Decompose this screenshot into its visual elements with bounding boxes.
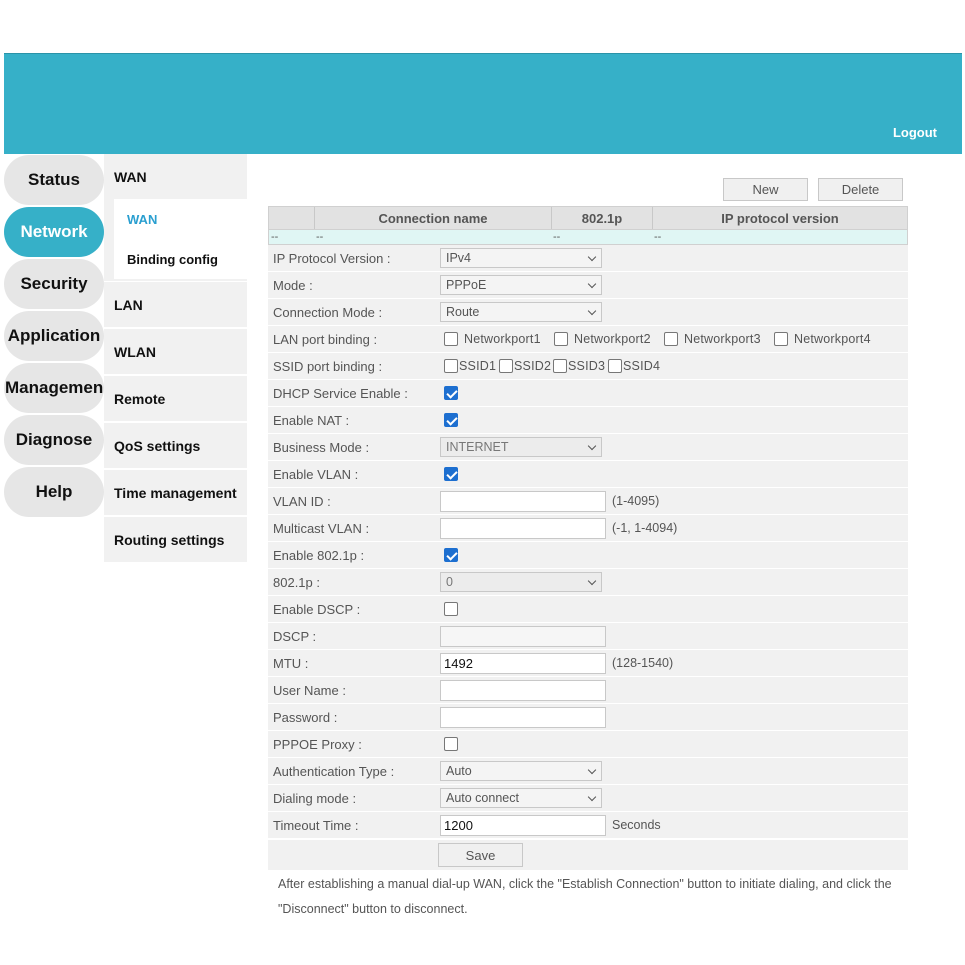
chevron-down-icon — [588, 442, 596, 450]
form-row-enable-8021p — [268, 542, 908, 569]
select-value: Auto — [446, 764, 472, 778]
column-header-ip-protocol-version: IP protocol version — [652, 207, 907, 229]
vlan-id-label: VLAN ID : — [273, 493, 331, 509]
select-value: INTERNET — [446, 440, 509, 454]
user-name-input[interactable] — [440, 680, 606, 701]
networkport4-label: Networkport4 — [794, 332, 871, 346]
header-banner — [4, 53, 962, 154]
connection-table-header — [268, 206, 908, 230]
ssid3-label: SSID3 — [568, 359, 606, 373]
dhcp-service-enable-label: DHCP Service Enable : — [273, 385, 408, 401]
table-row[interactable] — [268, 230, 908, 245]
8021p-label: 802.1p : — [273, 574, 320, 590]
dscp-input[interactable] — [440, 626, 606, 647]
form-row-authentication-type — [268, 758, 908, 785]
select-value: 0 — [446, 575, 453, 589]
save-button[interactable]: Save — [438, 843, 523, 867]
main-nav-management[interactable]: Managemen — [4, 363, 104, 413]
form-row-pppoe-proxy — [268, 731, 908, 758]
enable-8021p-label: Enable 802.1p : — [273, 547, 365, 563]
sub-nav-wlan[interactable]: WLAN — [104, 329, 247, 374]
form-row-enable-dscp — [268, 596, 908, 623]
enable-8021p-checkbox[interactable] — [444, 548, 458, 562]
form-row-8021p — [268, 569, 908, 596]
chevron-down-icon — [588, 793, 596, 801]
dscp-label: DSCP : — [273, 628, 317, 644]
main-nav-status[interactable]: Status — [4, 155, 104, 205]
form-row-multicast-vlan — [268, 515, 908, 542]
sub-nav-qos-settings[interactable]: QoS settings — [104, 423, 247, 468]
8021p-select[interactable] — [440, 572, 602, 592]
chevron-down-icon — [588, 253, 596, 261]
main-nav-network[interactable]: Network — [4, 207, 104, 257]
connection-mode-select[interactable] — [440, 302, 602, 322]
connection-mode-label: Connection Mode : — [273, 304, 383, 320]
vlan-id-input[interactable] — [440, 491, 606, 512]
pppoe-proxy-label: PPPOE Proxy : — [273, 736, 362, 752]
enable-nat-label: Enable NAT : — [273, 412, 350, 428]
ssid2-label: SSID2 — [514, 359, 552, 373]
form-row-business-mode — [268, 434, 908, 461]
dialup-note: After establishing a manual dial-up WAN, click the "Establish Connection" button to initiate dialing, and click the "Disconnect" button to disconnect. — [278, 877, 892, 916]
form-row-timeout-time — [268, 812, 908, 839]
chevron-down-icon — [588, 280, 596, 288]
main-nav-application[interactable]: Application — [4, 311, 104, 361]
mode-select[interactable] — [440, 275, 602, 295]
authentication-type-label: Authentication Type : — [273, 763, 395, 779]
enable-dscp-label: Enable DSCP : — [273, 601, 361, 617]
multicast-vlan-label: Multicast VLAN : — [273, 520, 370, 536]
sub-nav-wan[interactable]: WAN — [104, 154, 247, 199]
logout-link[interactable]: Logout — [892, 125, 937, 140]
form-row-dscp — [268, 623, 908, 650]
sub-nav-routing-settings[interactable]: Routing settings — [104, 517, 247, 562]
password-label: Password : — [273, 709, 338, 725]
select-value: PPPoE — [446, 278, 487, 292]
password-input[interactable] — [440, 707, 606, 728]
chevron-down-icon — [588, 307, 596, 315]
dialing-mode-label: Dialing mode : — [273, 790, 357, 806]
networkport1-label: Networkport1 — [464, 332, 541, 346]
ssid2-checkbox[interactable] — [499, 359, 513, 373]
multicast-vlan-hint: (-1, 1-4094) — [612, 521, 678, 535]
networkport1-checkbox[interactable] — [444, 332, 458, 346]
table-cell: -- — [553, 231, 561, 243]
chevron-down-icon — [588, 577, 596, 585]
column-header-connection-name: Connection name — [314, 207, 551, 229]
form-row-lan-port-binding — [268, 326, 908, 353]
main-nav-help[interactable]: Help — [4, 467, 104, 517]
timeout-time-label: Timeout Time : — [273, 817, 359, 833]
form-row-vlan-id — [268, 488, 908, 515]
mtu-label: MTU : — [273, 655, 309, 671]
delete-button[interactable]: Delete — [818, 178, 903, 201]
business-mode-label: Business Mode : — [273, 439, 370, 455]
new-button[interactable]: New — [723, 178, 808, 201]
networkport4-checkbox[interactable] — [774, 332, 788, 346]
ssid3-checkbox[interactable] — [553, 359, 567, 373]
enable-vlan-checkbox[interactable] — [444, 467, 458, 481]
table-cell: -- — [654, 231, 662, 243]
ssid1-label: SSID1 — [459, 359, 497, 373]
sub-nav-time-management[interactable]: Time management — [104, 470, 247, 515]
mtu-hint: (128-1540) — [612, 656, 674, 670]
table-cell: -- — [271, 231, 279, 243]
mtu-input[interactable]: 1492 — [440, 653, 606, 674]
form-row-mtu — [268, 650, 908, 677]
form-row-ip-protocol-version — [268, 245, 908, 272]
table-cell: -- — [316, 231, 324, 243]
lan-port-binding-label: LAN port binding : — [273, 331, 378, 347]
column-header-select — [269, 207, 314, 229]
sub-nav-binding-config[interactable]: Binding config — [114, 239, 247, 279]
enable-dscp-checkbox[interactable] — [444, 602, 458, 616]
form-row-enable-nat — [268, 407, 908, 434]
enable-vlan-label: Enable VLAN : — [273, 466, 359, 482]
sub-nav-wan-wan[interactable]: WAN — [114, 199, 247, 239]
ip-protocol-version-select[interactable] — [440, 248, 602, 268]
column-header-8021p: 802.1p — [551, 207, 652, 229]
vlan-id-hint: (1-4095) — [612, 494, 660, 508]
networkport2-checkbox[interactable] — [554, 332, 568, 346]
select-value: Auto connect — [446, 791, 519, 805]
form-row-ssid-port-binding — [268, 353, 908, 380]
main-nav-diagnose[interactable]: Diagnose — [4, 415, 104, 465]
select-value: IPv4 — [446, 251, 472, 265]
select-value: Route — [446, 305, 480, 319]
form-row-mode — [268, 272, 908, 299]
networkport3-checkbox[interactable] — [664, 332, 678, 346]
multicast-vlan-input[interactable] — [440, 518, 606, 539]
ip-protocol-version-label: IP Protocol Version : — [273, 250, 391, 266]
dialing-mode-select[interactable] — [440, 788, 602, 808]
business-mode-select[interactable] — [440, 437, 602, 457]
dhcp-service-enable-checkbox[interactable] — [444, 386, 458, 400]
mode-label: Mode : — [273, 277, 313, 293]
chevron-down-icon — [588, 766, 596, 774]
ssid4-checkbox[interactable] — [608, 359, 622, 373]
networkport2-label: Networkport2 — [574, 332, 651, 346]
ssid-port-binding-label: SSID port binding : — [273, 358, 383, 374]
pppoe-proxy-checkbox[interactable] — [444, 737, 458, 751]
save-bar — [268, 840, 908, 870]
form-row-dialing-mode — [268, 785, 908, 812]
form-row-connection-mode — [268, 299, 908, 326]
form-row-user-name — [268, 677, 908, 704]
sub-nav-lan[interactable]: LAN — [104, 282, 247, 327]
enable-nat-checkbox[interactable] — [444, 413, 458, 427]
ssid4-label: SSID4 — [623, 359, 661, 373]
sub-nav-remote[interactable]: Remote — [104, 376, 247, 421]
user-name-label: User Name : — [273, 682, 346, 698]
main-nav-security[interactable]: Security — [4, 259, 104, 309]
ssid1-checkbox[interactable] — [444, 359, 458, 373]
form-row-enable-vlan — [268, 461, 908, 488]
networkport3-label: Networkport3 — [684, 332, 761, 346]
form-row-dhcp-service-enable — [268, 380, 908, 407]
timeout-time-input[interactable]: 1200 — [440, 815, 606, 836]
form-row-password — [268, 704, 908, 731]
timeout-time-unit: Seconds — [612, 818, 661, 832]
authentication-type-select[interactable] — [440, 761, 602, 781]
